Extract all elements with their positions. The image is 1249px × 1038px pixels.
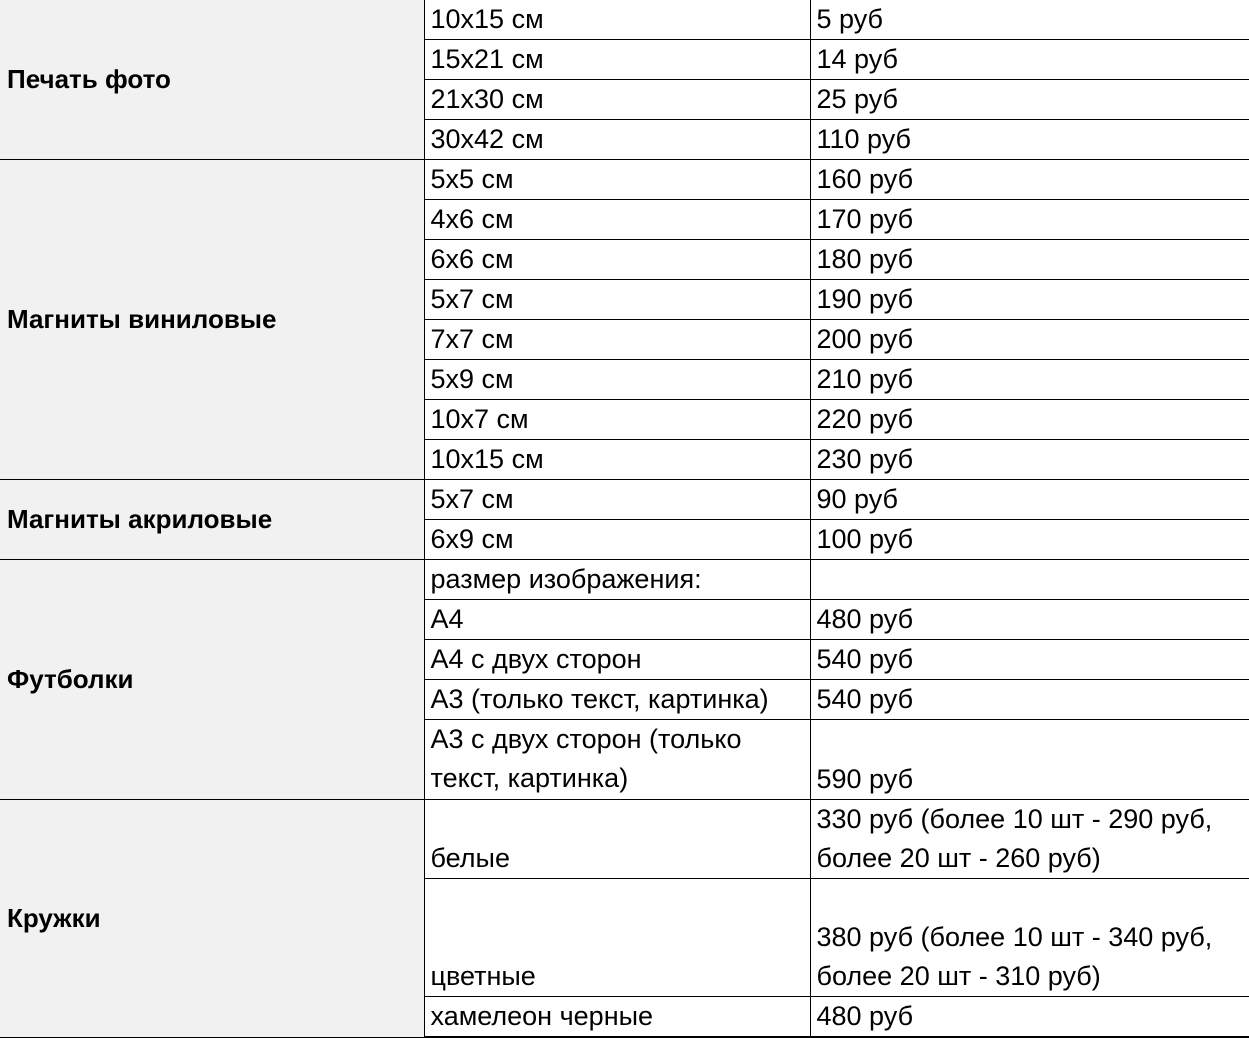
- category-cell[interactable]: Кружки: [0, 799, 424, 1037]
- price-cell[interactable]: 100 руб: [810, 520, 1249, 560]
- size-cell[interactable]: 7x7 см: [424, 320, 810, 360]
- price-cell[interactable]: 480 руб: [810, 600, 1249, 640]
- size-cell[interactable]: цветные: [424, 879, 810, 997]
- price-cell[interactable]: 25 руб: [810, 80, 1249, 120]
- size-cell[interactable]: белые: [424, 799, 810, 879]
- size-cell[interactable]: А4: [424, 600, 810, 640]
- price-cell[interactable]: 590 руб: [810, 720, 1249, 800]
- size-cell[interactable]: 4x6 см: [424, 200, 810, 240]
- size-cell[interactable]: размер изображения:: [424, 560, 810, 600]
- price-cell[interactable]: 170 руб: [810, 200, 1249, 240]
- size-cell[interactable]: 5x7 см: [424, 480, 810, 520]
- size-cell[interactable]: 5x5 см: [424, 160, 810, 200]
- size-cell[interactable]: А4 с двух сторон: [424, 640, 810, 680]
- table-row: [0, 0, 1249, 40]
- category-cell[interactable]: Магниты виниловые: [0, 160, 424, 480]
- category-cell[interactable]: Печать фото: [0, 0, 424, 160]
- size-cell[interactable]: 5x9 см: [424, 360, 810, 400]
- size-cell[interactable]: 10x15 см: [424, 0, 810, 40]
- price-cell[interactable]: 5 руб: [810, 0, 1249, 40]
- price-cell[interactable]: 160 руб: [810, 160, 1249, 200]
- size-cell[interactable]: 6x9 см: [424, 520, 810, 560]
- category-cell[interactable]: Магниты акриловые: [0, 480, 424, 560]
- size-cell[interactable]: 5x7 см: [424, 280, 810, 320]
- category-cell[interactable]: Футболки: [0, 560, 424, 800]
- price-cell[interactable]: 540 руб: [810, 680, 1249, 720]
- price-cell[interactable]: 330 руб (более 10 шт - 290 руб, более 20 шт - 260 руб): [810, 799, 1249, 879]
- price-cell[interactable]: 90 руб: [810, 480, 1249, 520]
- table-row: [0, 160, 1249, 200]
- size-cell[interactable]: А3 (только текст, картинка): [424, 680, 810, 720]
- size-cell[interactable]: 10x15 см: [424, 440, 810, 480]
- table-row: [0, 799, 1249, 879]
- price-cell[interactable]: 540 руб: [810, 640, 1249, 680]
- price-cell[interactable]: 14 руб: [810, 40, 1249, 80]
- size-cell[interactable]: 6x6 см: [424, 240, 810, 280]
- table-row: [0, 480, 1249, 520]
- size-cell[interactable]: А3 с двух сторон (только текст, картинка): [424, 720, 810, 800]
- price-cell[interactable]: 480 руб: [810, 997, 1249, 1038]
- size-cell[interactable]: хамелеон черные: [424, 997, 810, 1038]
- price-cell[interactable]: 110 руб: [810, 120, 1249, 160]
- price-cell[interactable]: 220 руб: [810, 400, 1249, 440]
- price-cell[interactable]: 200 руб: [810, 320, 1249, 360]
- size-cell[interactable]: 21x30 см: [424, 80, 810, 120]
- price-cell[interactable]: 380 руб (более 10 шт - 340 руб, более 20 шт - 310 руб): [810, 879, 1249, 997]
- price-cell[interactable]: 180 руб: [810, 240, 1249, 280]
- size-cell[interactable]: 10x7 см: [424, 400, 810, 440]
- price-cell[interactable]: 230 руб: [810, 440, 1249, 480]
- price-cell[interactable]: 190 руб: [810, 280, 1249, 320]
- table-row: [0, 560, 1249, 600]
- size-cell[interactable]: 15x21 см: [424, 40, 810, 80]
- price-cell[interactable]: [810, 560, 1249, 600]
- price-cell[interactable]: 210 руб: [810, 360, 1249, 400]
- size-cell[interactable]: 30x42 см: [424, 120, 810, 160]
